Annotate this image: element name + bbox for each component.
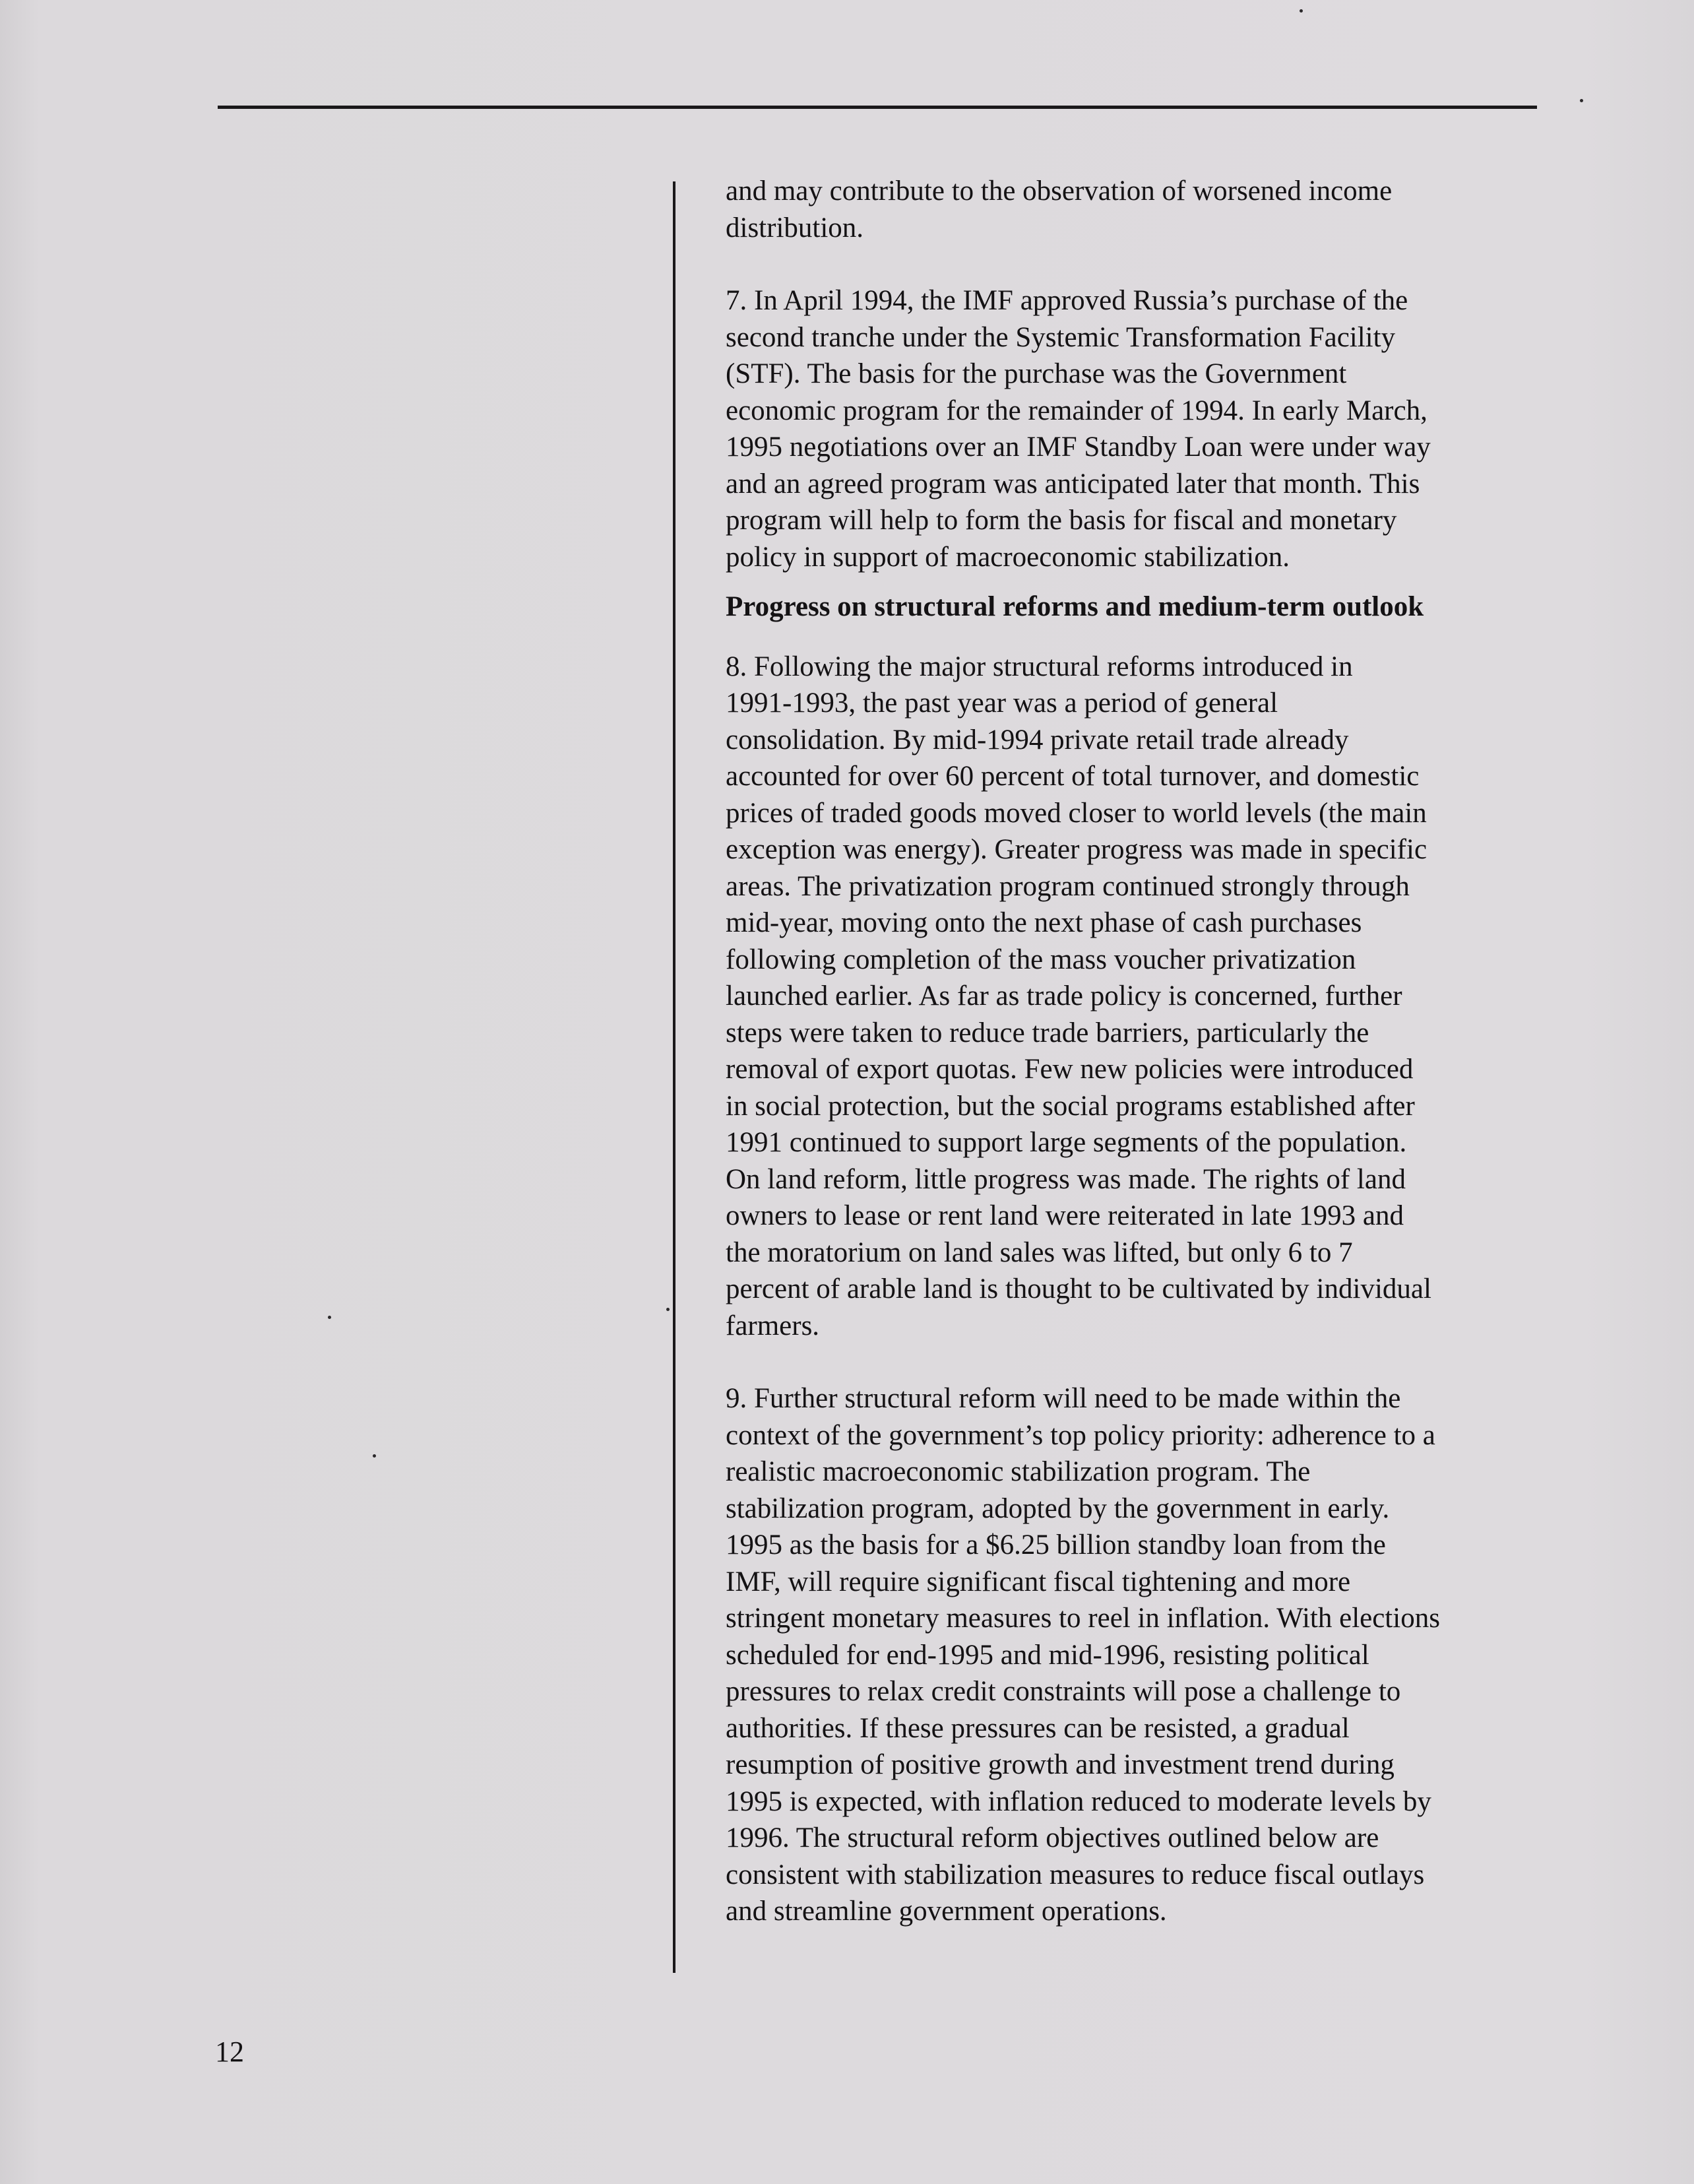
column-divider	[673, 181, 675, 1973]
paragraph-8: 8. Following the major structural reforms introduced in 1991-1993, the past year was a period of general consolidation. By mid-1994 private retail trade already accounted for over 60 percent of total turnover, and domestic prices of traded goods moved closer to world levels (the main exception was energy). Greater progress was made in specific areas. The privatization program continued strongly through mid-year, moving onto the next phase of cash purchases following completion of the mass voucher privatization launched earlier. As far as trade policy is concerned, further steps were taken to reduce trade barriers, particularly the removal of export quotas. Few new policies were introduced in social protection, but the social programs established after 1991 continued to support large segments of the population. On land reform, little progress was made. The rights of land owners to lease or rent land were reiterated in late 1993 and the moratorium on land sales was lifted, but only 6 to 7 percent of arable land is thought to be cultivated by individual farmers.	[726, 651, 1431, 1341]
header-rule	[218, 106, 1537, 109]
paragraph-7: 7. In April 1994, the IMF approved Russia’s purchase of the second tranche under the Systemic Transformation Facility (STF). The basis for the purchase was the Government economic program for the remainder of 1994. In early March, 1995 negotiations over an IMF Standby Loan were under way and an agreed program was anticipated later that month. This program will help to form the basis for fiscal and monetary policy in support of macroeconomic stabilization.	[726, 285, 1431, 573]
paragraph-continuation: and may contribute to the observation of worsened income distribution.	[726, 176, 1393, 243]
scan-speck	[666, 1308, 670, 1311]
scan-speck	[1580, 99, 1583, 102]
scan-speck	[373, 1454, 376, 1458]
page-number: 12	[215, 2036, 244, 2068]
scan-speck	[328, 1316, 331, 1319]
scan-speck	[1300, 9, 1303, 13]
body-text-column	[726, 173, 1544, 1930]
section-heading: Progress on structural reforms and medium-term outlook	[726, 591, 1424, 622]
paragraph-9: 9. Further structural reform will need to be made within the context of the government’s top policy priority: adherence to a realistic macroeconomic stabilization program. The stabilization program, adopted by the government in early. 1995 as the basis for a $6.25 billion standby loan from the IMF, will require significant fiscal tightening and more stringent monetary measures to reel in inflation. With elections scheduled for end-1995 and mid-1996, resisting political pressures to relax credit constraints will pose a challenge to authorities. If these pressures can be resisted, a gradual resumption of positive growth and investment trend during 1995 is expected, with inflation reduced to moderate levels by 1996. The structural reform objectives outlined below are consistent with stabilization measures to reduce fiscal outlays and streamline government operations.	[726, 1383, 1440, 1927]
